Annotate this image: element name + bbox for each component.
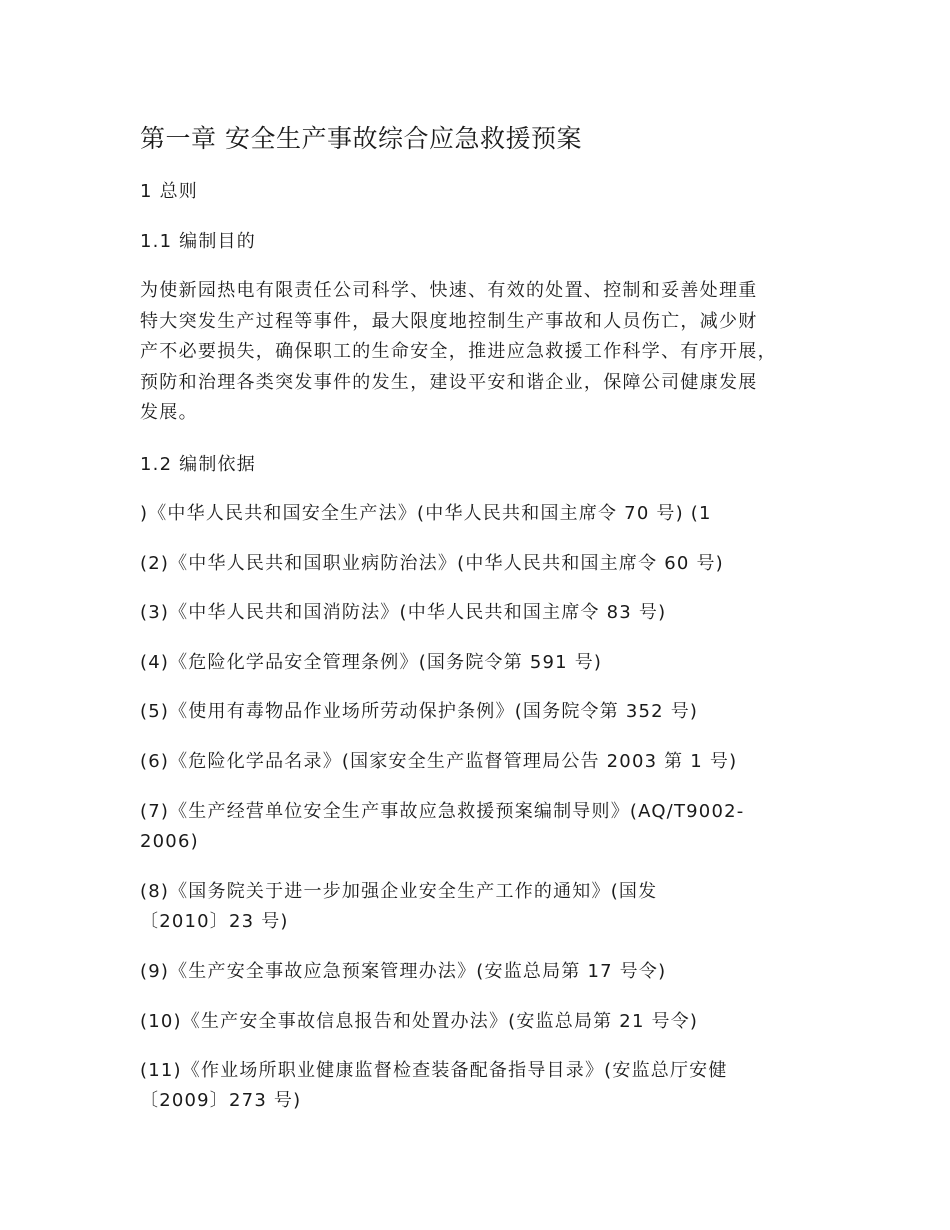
purpose-line: 发展。 bbox=[140, 402, 198, 423]
reference-item bbox=[140, 1007, 830, 1037]
reference-item bbox=[140, 877, 830, 937]
reference-line: (10)《生产安全事故信息报告和处置办法》(安监总局第 21 号令) bbox=[140, 1011, 699, 1032]
reference-line: (2)《中华人民共和国职业病防治法》(中华人民共和国主席令 60 号) bbox=[140, 553, 724, 574]
purpose-line: 为使新园热电有限责任公司科学、快速、有效的处置、控制和妥善处理重 bbox=[140, 280, 758, 301]
section-heading-purpose: 1.1 编制目的 bbox=[140, 231, 256, 252]
purpose-paragraph bbox=[140, 276, 830, 429]
reference-line: (4)《危险化学品安全管理条例》(国务院令第 591 号) bbox=[140, 652, 603, 673]
reference-item bbox=[140, 957, 830, 987]
reference-item bbox=[140, 747, 830, 777]
reference-item bbox=[140, 499, 830, 529]
section-heading-general: 1 总则 bbox=[140, 181, 198, 202]
reference-line: (8)《国务院关于进一步加强企业安全生产工作的通知》(国发 bbox=[140, 881, 658, 902]
reference-line: (9)《生产安全事故应急预案管理办法》(安监总局第 17 号令) bbox=[140, 961, 667, 982]
reference-item bbox=[140, 1056, 830, 1116]
reference-item bbox=[140, 549, 830, 579]
reference-item bbox=[140, 697, 830, 727]
purpose-line: 产不必要损失，确保职工的生命安全，推进应急救援工作科学、有序开展， bbox=[140, 341, 777, 362]
reference-item bbox=[140, 797, 830, 857]
reference-line: (11)《作业场所职业健康监督检查装备配备指导目录》(安监总厅安健 bbox=[140, 1060, 728, 1081]
reference-item bbox=[140, 598, 830, 628]
reference-line: 〔2010〕23 号) bbox=[140, 911, 289, 932]
reference-line: (3)《中华人民共和国消防法》(中华人民共和国主席令 83 号) bbox=[140, 602, 667, 623]
reference-line: (7)《生产经营单位安全生产事故应急救援预案编制导则》(AQ/T9002- bbox=[140, 801, 745, 822]
reference-line: 〔2009〕273 号) bbox=[140, 1090, 302, 1111]
reference-line: (6)《危险化学品名录》(国家安全生产监督管理局公告 2003 第 1 号) bbox=[140, 751, 738, 772]
reference-item bbox=[140, 648, 830, 678]
chapter-title: 第一章 安全生产事故综合应急救援预案 bbox=[140, 124, 582, 153]
purpose-line: 特大突发生产过程等事件，最大限度地控制生产事故和人员伤亡，减少财 bbox=[140, 310, 758, 332]
reference-line: )《中华人民共和国安全生产法》(中华人民共和国主席令 70 号) (1 bbox=[140, 503, 712, 524]
section-heading-basis: 1.2 编制依据 bbox=[140, 454, 256, 475]
purpose-line: 预防和治理各类突发事件的发生，建设平安和谐企业，保障公司健康发展 bbox=[140, 371, 758, 393]
reference-line: (5)《使用有毒物品作业场所劳动保护条例》(国务院令第 352 号) bbox=[140, 701, 699, 722]
reference-line: 2006) bbox=[140, 831, 199, 852]
